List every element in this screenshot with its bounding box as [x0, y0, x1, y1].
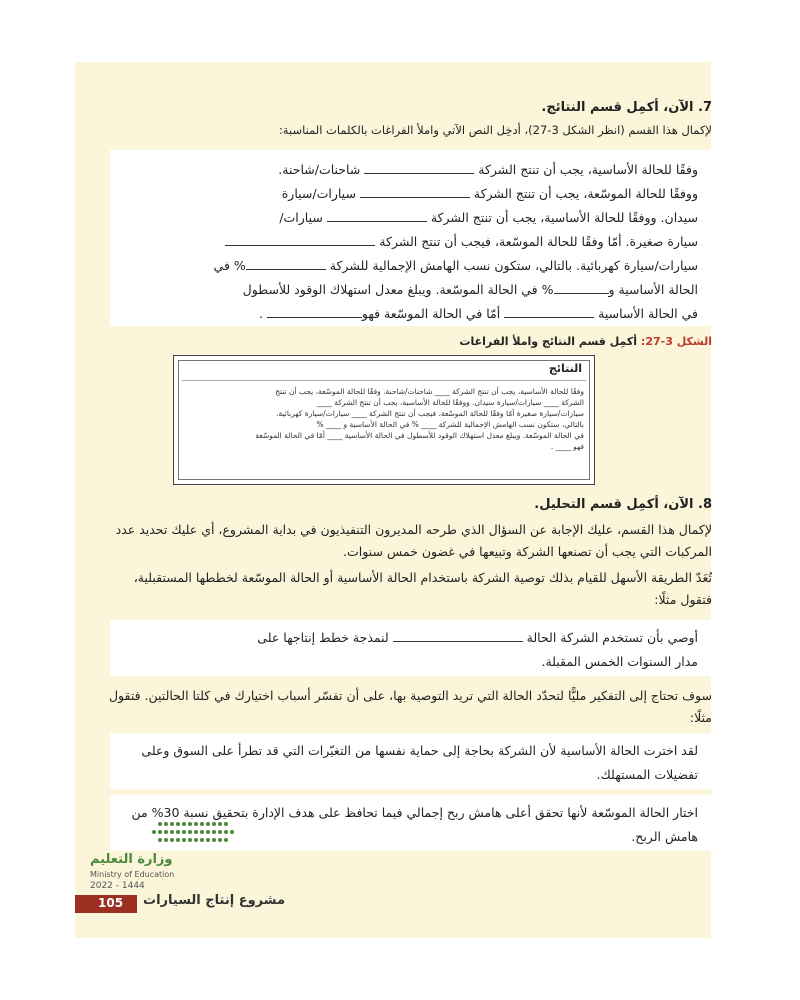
- fill-line: سيارة صغيرة. أمّا وفقًا للحالة الموسّعة، فيجب أن تنتج الشركة: [120, 230, 698, 254]
- example-line: أوصي بأن تستخدم الشركة الحالة لنمذجة خطط إنتاجها على: [257, 630, 698, 645]
- figure-label: الشكل 3-27:: [640, 335, 712, 348]
- figure-line: بالتالي، ستكون نسب الهامش الإجمالية للشركة ____ % في الحالة الأساسية و ____ %: [316, 420, 584, 429]
- book-title: مشروع إنتاج السيارات: [143, 893, 286, 908]
- fill-in-box: [110, 150, 712, 326]
- blank-field[interactable]: [225, 245, 375, 246]
- fill-line: وفقًا للحالة الأساسية، يجب أن تنتج الشركة شاحنات/شاحنة.: [278, 162, 698, 177]
- results-figure: [173, 355, 595, 485]
- section-7-heading: [541, 100, 712, 115]
- section-7-title: الآن، أكمِل قسم النتائج.: [541, 100, 694, 115]
- figure-caption-text: أكمِل قسم النتائج واملأ الفراغات: [459, 335, 641, 348]
- ministry-logo-icon: [150, 820, 240, 844]
- edition-year: 2022 - 1444: [90, 881, 145, 891]
- example-line: مدار السنوات الخمس المقبلة.: [541, 654, 698, 669]
- fill-line: الحالة الأساسية و% في الحالة الموسّعة. ويبلغ معدل استهلاك الوقود للأسطول: [242, 282, 698, 297]
- figure-line: فهو ____ .: [550, 442, 584, 451]
- blank-field[interactable]: [554, 293, 609, 294]
- figure-line: وفقًا للحالة الأساسية، يجب أن تنتج الشركة ____ شاحنات/شاحنة. وفقًا للحالة الموسّعة، يجب أن تنتج: [275, 387, 584, 396]
- page-number: 105: [98, 896, 124, 910]
- figure-line: في الحالة الموسّعة. ويبلغ معدل استهلاك الوقود للأسطول في الحالة الأساسية ____ أمّا في الحالة الموسّعة: [255, 431, 584, 440]
- example-box-2: [110, 733, 712, 789]
- section-7-number: 7.: [698, 100, 712, 115]
- fill-line: ووفقًا للحالة الموسّعة، يجب أن تنتج الشركة سيارات/سيارة: [281, 186, 698, 201]
- blank-field[interactable]: [327, 221, 427, 222]
- figure-title: النتائج: [548, 362, 582, 375]
- blank-field[interactable]: [246, 269, 326, 270]
- example-box-1: [110, 620, 712, 676]
- blank-field[interactable]: [360, 197, 470, 198]
- example-text: لقد اخترت الحالة الأساسية لأن الشركة بحاجة إلى حماية نفسها من التغيّرات التي قد تطرأ على السوق وعلى تفضيلات المستهلك.: [141, 743, 698, 782]
- section-8-number: 8.: [698, 497, 712, 512]
- section-8-paragraph-2: تُعَدّ الطريقة الأسهل للقيام بذلك توصية الشركة باستخدام الحالة الأساسية أو الحالة الموسّعة لخططها المستقبلية، فتقول مثلًا:: [133, 570, 712, 607]
- figure-line: سيارات/سيارة صغيرة أمّا وفقًا للحالة الموسّعة، فيجب أن تنتج الشركة ____ سيارات/سيارة كهربائية.: [276, 409, 584, 418]
- fill-line: في الحالة الأساسية أمّا في الحالة الموسّعة فهو .: [258, 306, 698, 321]
- ministry-name-ar: وزارة التعليم: [90, 852, 173, 867]
- section-8-paragraph-1: لإكمال هذا القسم، عليك الإجابة عن السؤال الذي طرحه المديرون التنفيذيون في بداية المشروع، أي عليك تحديد عدد المركبات التي يجب أن تصنعها الشركة وتبيعها في غضون خمس سنوات.: [115, 522, 712, 559]
- blank-field[interactable]: [393, 641, 523, 642]
- blank-field[interactable]: [364, 173, 474, 174]
- fill-line: سيارات/سيارة كهربائية. بالتالي، ستكون نسب الهامش الإجمالية للشركة % في: [213, 258, 698, 273]
- figure-divider: [182, 380, 586, 381]
- ministry-name-en: Ministry of Education: [90, 870, 175, 879]
- section-8-paragraph-3: سوف تحتاج إلى التفكير مليًّا لتحدّد الحالة التي تريد التوصية بها، على أن تفسّر أسباب اختيارك في كلتا الحالتين. فتقول مثلًا:: [108, 688, 712, 725]
- fill-line: سيدان. ووفقًا للحالة الأساسية، يجب أن تنتج الشركة سيارات/: [279, 210, 698, 225]
- blank-field[interactable]: [504, 317, 594, 318]
- section-7-instruction: لإكمال هذا القسم (انظر الشكل 3-27)، أدخِل النص الآتي واملأ الفراغات بالكلمات المناسبة:: [278, 123, 712, 137]
- blank-field[interactable]: [267, 317, 362, 318]
- figure-line: الشركة ____ سيارات/سيارة سيدان. ووفقًا للحالة الأساسية، يجب أن تنتج الشركة ____: [316, 398, 584, 407]
- figure-caption: [459, 335, 712, 348]
- example-text: اختار الحالة الموسّعة لأنها تحقق أعلى هامش ربح إجمالي فيما تحافظ على هدف الإدارة بتحقيق نسبة 30% من هامش الربح.: [131, 805, 698, 844]
- figure-body: [184, 386, 584, 452]
- section-8-heading: [534, 497, 712, 512]
- section-8-title: الآن، أكمِل قسم التحليل.: [534, 497, 694, 512]
